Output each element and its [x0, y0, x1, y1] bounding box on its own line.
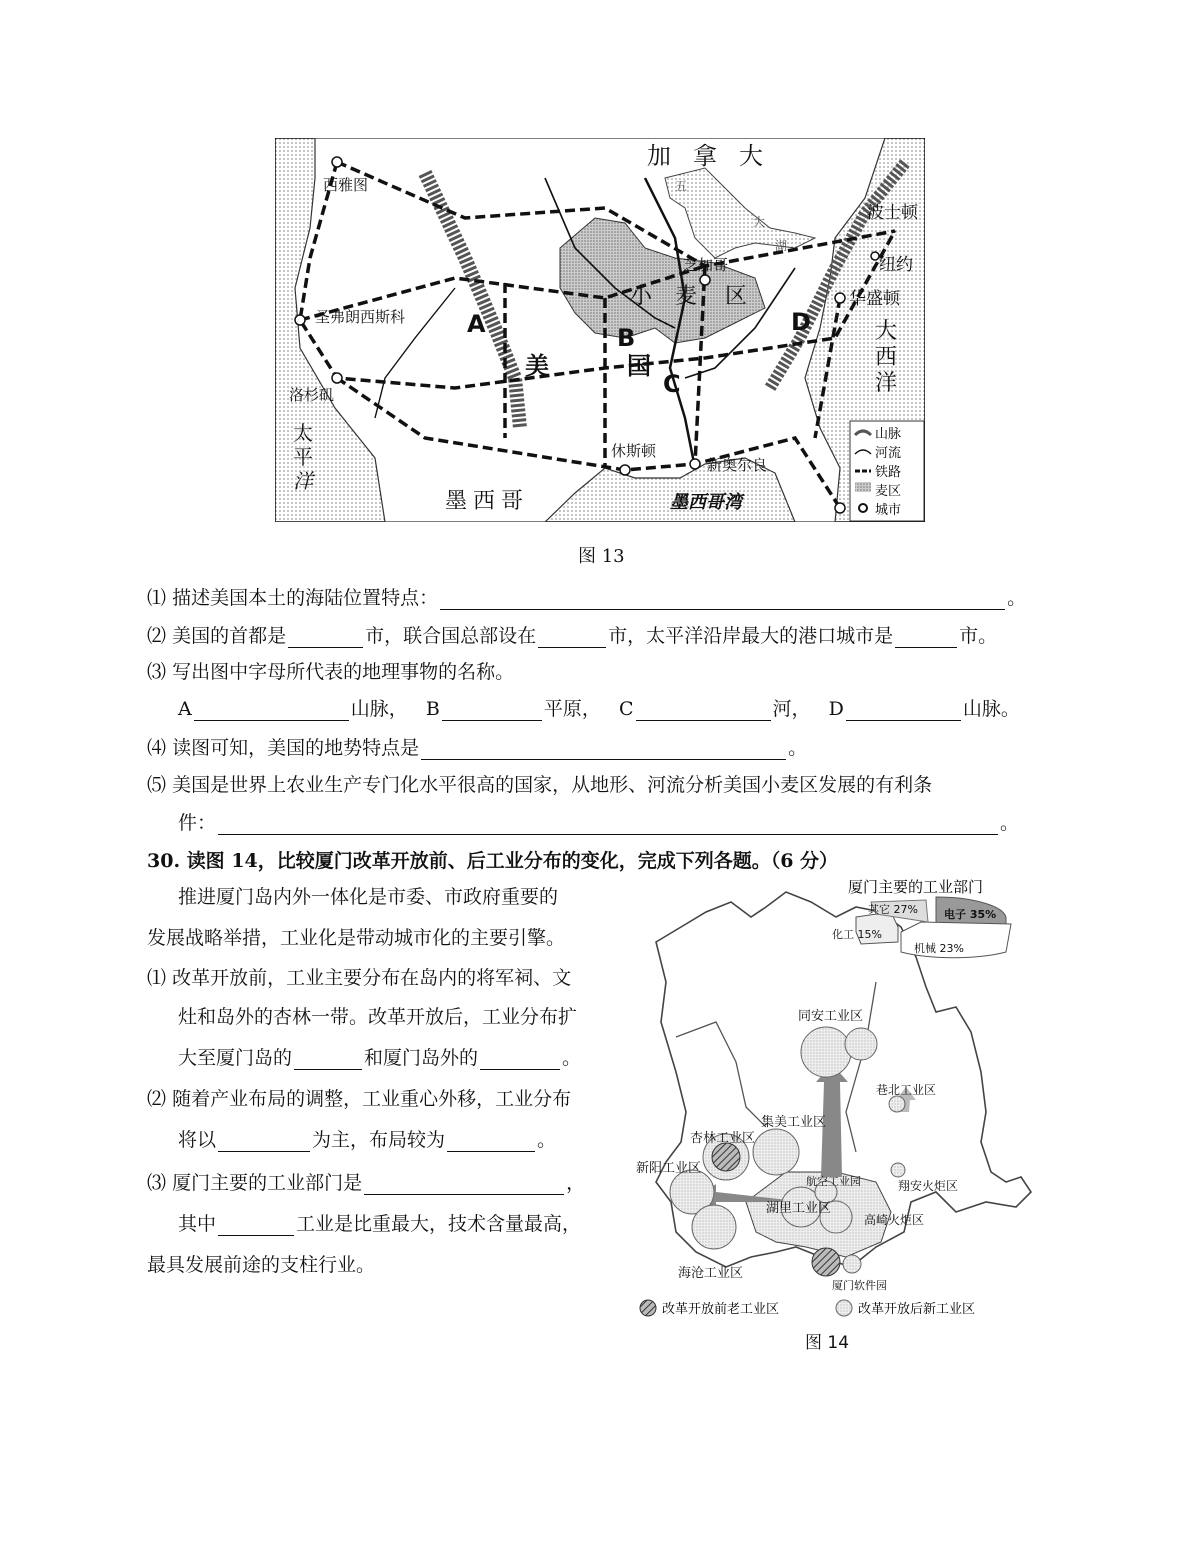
q29-4 — [147, 733, 807, 760]
q30-2-layout-blank[interactable] — [447, 1131, 535, 1152]
figure-13-caption: 图 13 — [578, 546, 625, 567]
q30-3-text-2b: 工业是比重最大，技术含量最高， — [296, 1213, 582, 1235]
q29-3-C: C — [618, 698, 634, 720]
q30-2-text-2b: 为主，布局较为 — [312, 1129, 446, 1151]
label-lakes-3: 湖 — [775, 239, 788, 253]
label-mexico: 墨西哥 — [445, 489, 530, 514]
pie-label-other: 其它 27% — [868, 903, 918, 916]
label-san-francisco: 圣弗朗西斯科 — [315, 308, 406, 326]
q29-1-num: ⑴ — [147, 587, 167, 609]
zone-xiangbei: 巷北工业区 — [876, 1083, 937, 1097]
label-pacific-2: 平 — [293, 445, 313, 469]
q29-4-answer-blank[interactable] — [421, 739, 786, 760]
legend-mountain: 山脉 — [875, 427, 902, 442]
label-washington: 华盛顿 — [849, 289, 900, 309]
label-pacific-1: 太 — [293, 421, 313, 445]
figure-14-xiamen-map — [636, 872, 1046, 1327]
q29-3-num: ⑶ — [147, 661, 167, 683]
label-usa-1: 美 — [525, 352, 549, 380]
q29-3-D-blank[interactable] — [846, 700, 961, 721]
q29-3 — [147, 657, 514, 684]
zone-jimei: 集美工业区 — [761, 1115, 827, 1130]
pie-title: 厦门主要的工业部门 — [848, 878, 984, 896]
zone-xiangan: 翔安火炬区 — [898, 1179, 959, 1193]
q29-3-C-suffix: 河， — [772, 698, 811, 720]
legend-river: 河流 — [875, 446, 902, 461]
q30-2-main-blank[interactable] — [218, 1131, 310, 1152]
label-atlantic-1: 大 — [875, 319, 898, 344]
q30-1-line2: 灶和岛外的杏林一带。改革开放后，工业分布扩 — [178, 1006, 578, 1028]
q29-2-un-blank[interactable] — [538, 627, 606, 648]
q30-2-num: ⑵ — [147, 1088, 167, 1110]
q30-1-text-1: 改革开放前，工业主要分布在岛内的将军祠、文 — [172, 967, 572, 989]
label-los-angeles: 洛杉矶 — [289, 386, 335, 404]
old-zone-legend-icon — [640, 1300, 656, 1316]
legend-wheat: 麦区 — [875, 484, 902, 499]
q29-2-text-a: 美国的首都是 — [172, 625, 287, 647]
legend-railway: 铁路 — [875, 465, 902, 480]
legend-city: 城市 — [875, 503, 902, 518]
q29-1-end: 。 — [1007, 587, 1027, 609]
zone-hangkong: 航空工业园 — [806, 1175, 861, 1188]
q30-2-text-2c: 。 — [537, 1129, 557, 1151]
zone-huli: 湖里工业区 — [766, 1201, 832, 1216]
q30-1-line1 — [147, 963, 571, 990]
q30-1-text-3a: 大至厦门岛的 — [178, 1047, 293, 1069]
label-canada: 加拿大 — [647, 142, 785, 170]
q29-4-end: 。 — [788, 737, 808, 759]
pie-label-electronics: 电子 35% — [944, 908, 997, 921]
q29-3-answers — [178, 694, 1020, 721]
legend-new-zones: 改革开放后新工业区 — [858, 1302, 976, 1317]
q29-5-text: 美国是世界上农业生产专门化水平很高的国家，从地形、河流分析美国小麦区发展的有利条 — [172, 774, 933, 796]
label-lakes-1: 五 — [675, 179, 688, 193]
zone-gaoqi: 高崎火炬区 — [864, 1213, 925, 1227]
q29-3-A-blank[interactable] — [194, 700, 349, 721]
pie-label-machinery: 机械 23% — [914, 942, 964, 955]
legend-old-zones: 改革开放前老工业区 — [662, 1302, 780, 1317]
q29-5 — [147, 770, 932, 797]
q30-2-line1 — [147, 1084, 571, 1111]
q30-2-text-2a: 将以 — [178, 1129, 217, 1151]
label-wheat-1: 小 — [630, 284, 653, 309]
q29-3-D-suffix: 山脉。 — [962, 698, 1020, 720]
label-A: A — [467, 310, 486, 338]
q29-5-answer-blank[interactable] — [218, 814, 998, 835]
label-houston: 休斯顿 — [611, 442, 657, 460]
q30-intro-1: 推进厦门岛内外一体化是市委、市政府重要的 — [178, 886, 559, 908]
q30-1-island-blank[interactable] — [294, 1049, 362, 1070]
wheat-legend-icon — [855, 482, 871, 492]
zone-software-park: 厦门软件园 — [832, 1279, 887, 1292]
label-B: B — [617, 324, 636, 352]
label-seattle: 西雅图 — [323, 176, 369, 194]
q29-1-text: 描述美国本土的海陆位置特点： — [172, 587, 439, 609]
zone-xinglin: 杏林工业区 — [690, 1131, 756, 1146]
label-usa-2: 国 — [627, 352, 651, 380]
label-C: C — [663, 370, 681, 398]
q30-title: 30. 读图 14，比较厦门改革开放前、后工业分布的变化，完成下列各题。（6 分） — [147, 850, 839, 872]
q30-3-text-1a: 厦门主要的工业部门是 — [172, 1172, 363, 1194]
q30-3-num: ⑶ — [147, 1172, 167, 1194]
q29-3-B: B — [425, 698, 440, 720]
q29-3-A: A — [178, 698, 192, 720]
label-atlantic-2: 西 — [875, 345, 898, 370]
label-new-orleans: 新奥尔良 — [707, 456, 768, 474]
q30-3-largest-blank[interactable] — [218, 1215, 294, 1236]
q29-2-capital-blank[interactable] — [288, 627, 363, 648]
zone-tongan: 同安工业区 — [798, 1009, 864, 1024]
q29-2-text-b: 市，联合国总部设在 — [365, 625, 537, 647]
label-new-york: 纽约 — [879, 255, 913, 275]
q29-4-text: 读图可知，美国的地势特点是 — [172, 737, 420, 759]
q29-4-num: ⑷ — [147, 737, 167, 759]
pie-label-chemical: 化工 15% — [832, 928, 882, 941]
q30-3-text-1b: ， — [566, 1172, 586, 1194]
q30-1-outside-blank[interactable] — [480, 1049, 560, 1070]
q30-3-line1 — [147, 1168, 585, 1195]
q30-3-text-2a: 其中 — [178, 1213, 217, 1235]
label-lakes-2: 大 — [753, 215, 766, 229]
q29-1-answer-blank[interactable] — [440, 589, 1005, 610]
q30-1-text-3c: 。 — [562, 1047, 582, 1069]
label-boston: 波士顿 — [867, 203, 918, 223]
q29-3-C-blank[interactable] — [636, 700, 771, 721]
q29-5-end: 。 — [1000, 812, 1020, 834]
label-gulf-of-mexico: 墨西哥湾 — [670, 492, 742, 513]
q29-5-cont-text: 件： — [178, 812, 217, 834]
q30-intro-2: 发展战略举措，工业化是带动城市化的主要引擎。 — [147, 927, 566, 949]
q29-3-text: 写出图中字母所代表的地理事物的名称。 — [172, 661, 515, 683]
figure-14-caption: 图 14 — [805, 1333, 850, 1353]
q29-2-num: ⑵ — [147, 625, 167, 647]
label-atlantic-3: 洋 — [875, 371, 898, 396]
q29-3-A-suffix: 山脉， — [350, 698, 408, 720]
q29-3-D: D — [828, 698, 844, 720]
q30-3-line3: 最具发展前途的支柱行业。 — [147, 1254, 376, 1276]
figure-13-usa-map — [275, 138, 925, 522]
label-pacific-3: 洋 — [293, 469, 313, 493]
map-legend — [850, 421, 924, 521]
q29-3-B-suffix: 平原， — [543, 698, 601, 720]
label-wheat-2: 麦 — [675, 284, 698, 309]
q29-2-port-blank[interactable] — [895, 627, 957, 648]
q30-1-text-3b: 和厦门岛外的 — [364, 1047, 479, 1069]
q29-1 — [147, 583, 1026, 610]
label-chicago: 芝加哥 — [683, 256, 729, 274]
q30-2-text-1: 随着产业布局的调整，工业重心外移，工业分布 — [172, 1088, 572, 1110]
label-D: D — [791, 308, 811, 336]
label-wheat-3: 区 — [725, 284, 748, 309]
q30-3-line2 — [178, 1209, 581, 1236]
q30-2-line2 — [178, 1125, 556, 1152]
q29-2-text-c: 市，太平洋沿岸最大的港口城市是 — [608, 625, 894, 647]
q29-3-B-blank[interactable] — [442, 700, 542, 721]
q30-3-sectors-blank[interactable] — [364, 1174, 564, 1195]
zone-haicang: 海沧工业区 — [678, 1266, 744, 1281]
city-legend-icon — [859, 504, 867, 512]
q29-2-text-d: 市。 — [959, 625, 998, 647]
q30-1-line3 — [178, 1043, 581, 1070]
q30-1-num: ⑴ — [147, 967, 167, 989]
zone-xinyang: 新阳工业区 — [636, 1161, 702, 1176]
q29-5-cont — [178, 808, 1019, 835]
new-zone-legend-icon — [836, 1300, 852, 1316]
q29-2 — [147, 621, 997, 648]
q29-5-num: ⑸ — [147, 774, 167, 796]
